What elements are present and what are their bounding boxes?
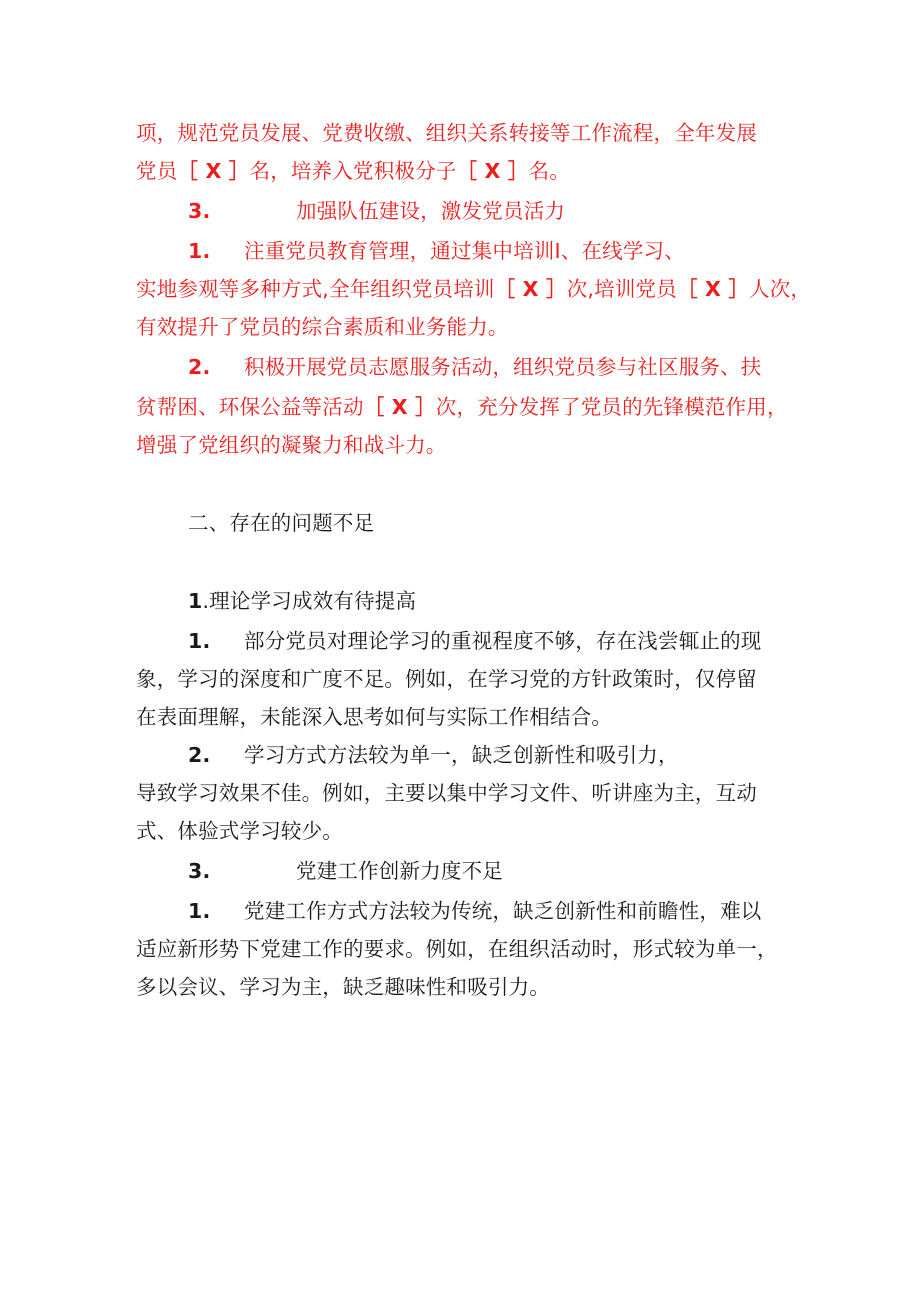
text-run: 次,培训党员 [566, 277, 677, 301]
subsection-heading [188, 586, 416, 616]
paragraph-line [136, 702, 612, 732]
list-item-number [188, 740, 210, 770]
subsection-heading-text [296, 856, 503, 886]
text-run: 贫帮困、环保公益等活动 [136, 395, 364, 419]
placeholder-x: ［ X ］ [177, 159, 250, 183]
paragraph-line [136, 664, 757, 694]
paragraph-line [244, 352, 762, 382]
text-run: 有效提升了党员的综合素质和业务能力。 [136, 315, 509, 339]
text-run: 名。 [528, 159, 570, 183]
heading-text: 党建工作创新力度不足 [296, 859, 503, 883]
text-run: 项，规范党员发展、党费收缴、组织关系转接等工作流程，全年发展 [136, 121, 757, 145]
paragraph-line [136, 156, 570, 186]
list-item-number [188, 352, 210, 382]
paragraph-line [136, 392, 788, 422]
paragraph-line [136, 118, 757, 148]
paragraph-line [136, 274, 811, 304]
paragraph-line [136, 972, 550, 1002]
item-number: 2. [188, 355, 211, 379]
placeholder-x: ［ X ］ [456, 159, 529, 183]
text-run: 适应新形势下党建工作的要求。例如，在组织活动时，形式较为单一， [136, 937, 778, 961]
heading-number: 3. [188, 199, 211, 223]
list-item-number [188, 236, 210, 266]
paragraph-line [244, 236, 685, 266]
text-run: 导致学习效果不佳。例如，主要以集中学习文件、听讲座为主，互动 [136, 781, 757, 805]
text-run: 式、体验式学习较少。 [136, 819, 343, 843]
text-run: 增强了党组织的凝聚力和战斗力。 [136, 433, 447, 457]
paragraph-line [136, 430, 447, 460]
text-run: 象，学习的深度和广度不足。例如，在学习党的方针政策时，仅停留 [136, 667, 757, 691]
text-run: 次，充分发挥了党员的先锋模范作用， [435, 395, 788, 419]
placeholder-x: ［ X ］ [363, 395, 436, 419]
text-run: 学习方式方法较为单一，缺乏创新性和吸引力， [244, 743, 679, 767]
paragraph-line [136, 934, 778, 964]
section-title-text: 二、存在的问题不足 [188, 511, 375, 535]
item-number: 1. [188, 239, 211, 263]
placeholder-x: ［ X ］ [494, 277, 567, 301]
list-item-number [188, 626, 210, 656]
heading-text: 加强队伍建设，激发党员活力 [296, 199, 566, 223]
heading-text: .理论学习成效有待提高 [202, 589, 417, 613]
paragraph-line [136, 312, 509, 342]
text-run: 名，培养入党积极分子 [249, 159, 457, 183]
text-run: 实地参观等多种方式,全年组织党员培训 [136, 277, 495, 301]
paragraph-line [244, 740, 679, 770]
list-item-number [188, 896, 210, 926]
heading-number: 3. [188, 859, 211, 883]
paragraph-line [244, 626, 762, 656]
item-number: 1. [188, 899, 211, 923]
text-run: 在表面理解，未能深入思考如何与实际工作相结合。 [136, 705, 613, 729]
paragraph-line [136, 778, 757, 808]
text-run: 部分党员对理论学习的重视程度不够，存在浅尝辄止的现 [244, 629, 762, 653]
text-run: 多以会议、学习为主，缺乏趣味性和吸引力。 [136, 975, 550, 999]
section-heading-text [296, 196, 565, 226]
section-heading [188, 196, 210, 226]
text-run: 注重党员教育管理，通过集中培训I、在线学习、 [244, 239, 685, 263]
text-run: 人次， [749, 277, 812, 301]
heading-number: 1 [188, 589, 203, 613]
text-run: 党员 [136, 159, 178, 183]
paragraph-line [244, 896, 762, 926]
subsection-heading [188, 856, 210, 886]
paragraph-line [136, 816, 343, 846]
item-number: 2. [188, 743, 211, 767]
section-title [188, 508, 374, 538]
placeholder-x: ［ X ］ [676, 277, 750, 301]
text-run: 积极开展党员志愿服务活动，组织党员参与社区服务、扶 [244, 355, 762, 379]
item-number: 1. [188, 629, 211, 653]
text-run: 党建工作方式方法较为传统，缺乏创新性和前瞻性，难以 [244, 899, 762, 923]
